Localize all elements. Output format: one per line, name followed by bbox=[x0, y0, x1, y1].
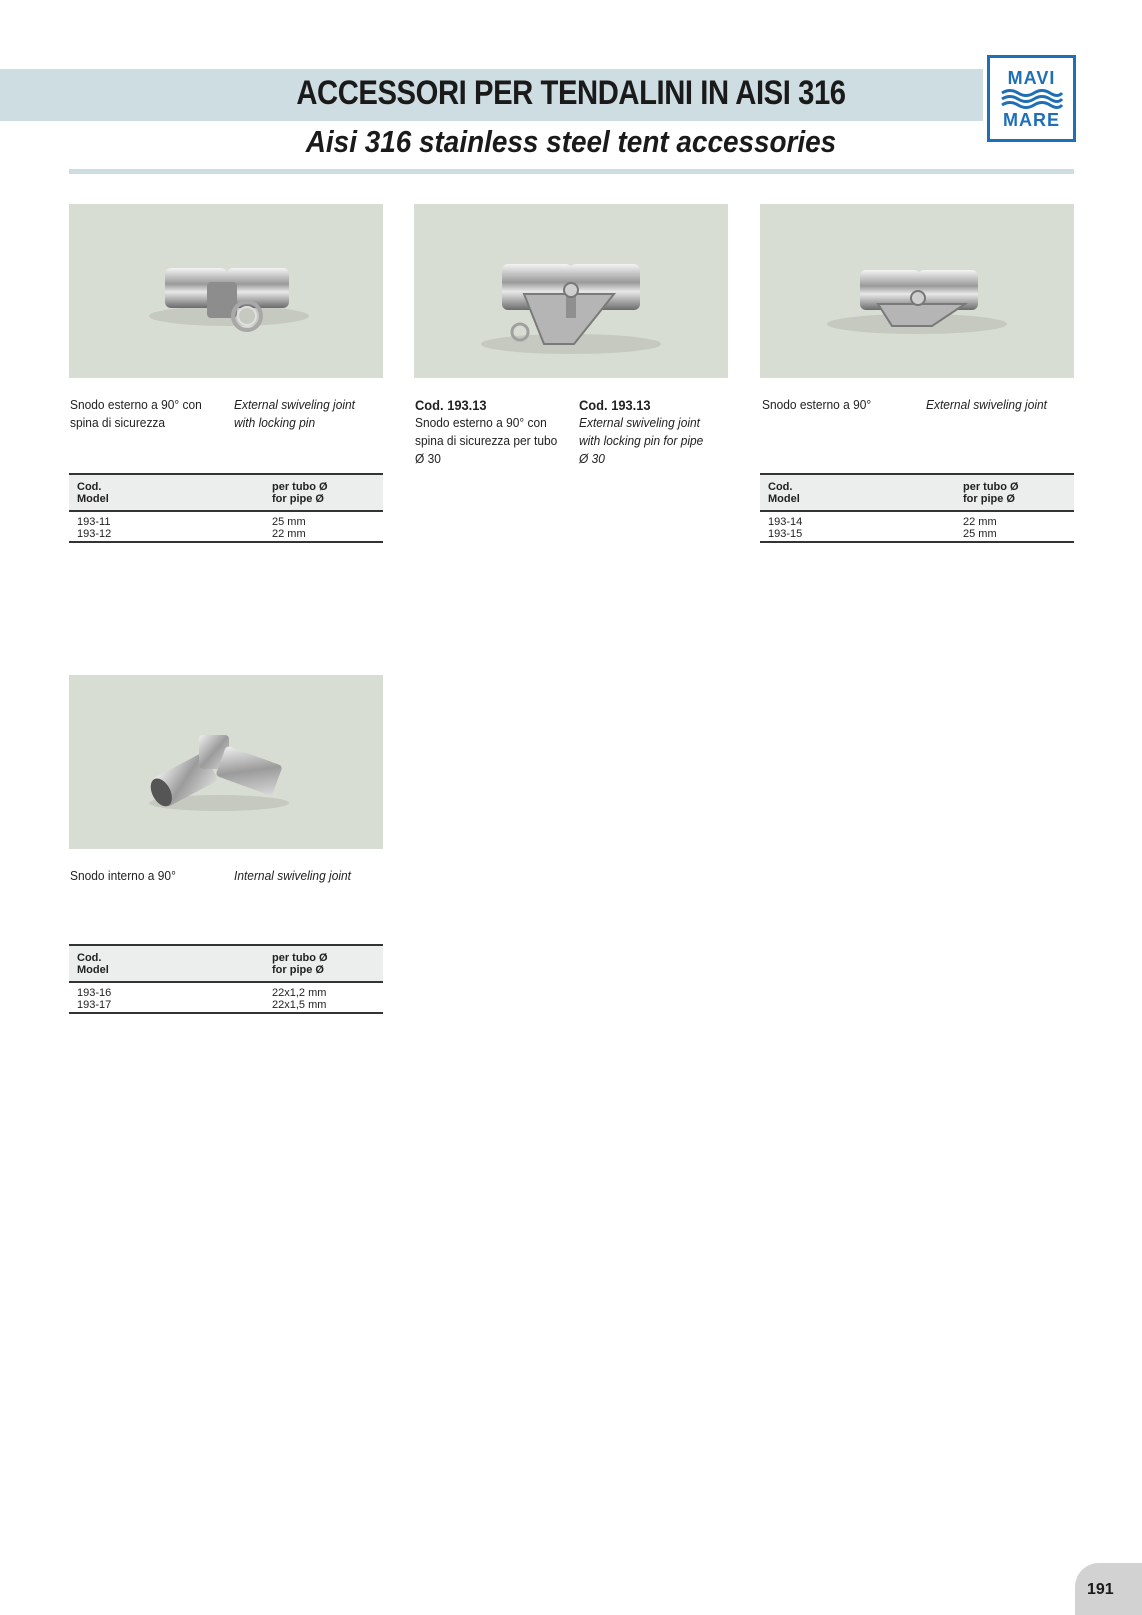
table-header bbox=[69, 946, 383, 983]
table-row: 193-14 22 mm bbox=[768, 516, 997, 528]
header-pipe: per tubo Ø for pipe Ø bbox=[272, 952, 328, 976]
product-photo-internal-joint bbox=[69, 675, 383, 849]
page-title: ACCESSORI PER TENDALINI IN AISI 316 bbox=[296, 74, 846, 112]
swivel-joint-plate-image bbox=[414, 204, 728, 378]
title-divider bbox=[69, 169, 1074, 174]
swivel-joint-image bbox=[69, 204, 383, 378]
header-pipe: per tubo Ø for pipe Ø bbox=[272, 481, 328, 505]
description-it: Snodo esterno a 90° bbox=[762, 397, 872, 412]
description-en: External swiveling joint with locking pin for pipe Ø 30 bbox=[579, 415, 704, 466]
table-row: 193-17 22x1,5 mm bbox=[77, 999, 327, 1011]
product-photo-193-13 bbox=[414, 204, 728, 378]
description-en: External swiveling joint with locking pin bbox=[234, 397, 355, 430]
description-en: External swiveling joint bbox=[926, 397, 1047, 412]
header-code: Cod. Model bbox=[77, 481, 109, 505]
description-it: Snodo interno a 90° bbox=[70, 868, 176, 883]
spec-table bbox=[760, 473, 1074, 543]
table-row: 193-12 22 mm bbox=[77, 528, 306, 540]
table-row: 193-15 25 mm bbox=[768, 528, 997, 540]
brand-logo bbox=[987, 55, 1076, 142]
spec-table bbox=[69, 473, 383, 543]
description-en: Internal swiveling joint bbox=[234, 868, 352, 883]
swivel-joint-bracket-image bbox=[760, 204, 1074, 378]
page-subtitle: Aisi 316 stainless steel tent accessories bbox=[305, 124, 837, 159]
table-row: 193-16 22x1,2 mm bbox=[77, 987, 327, 999]
header-code: Cod. Model bbox=[77, 952, 109, 976]
product-photo-external-joint bbox=[760, 204, 1074, 378]
product-photo-external-joint-pin bbox=[69, 204, 383, 378]
internal-joint-image bbox=[69, 675, 383, 849]
description-it: Snodo esterno a 90° con spina di sicurezza per tubo Ø 30 bbox=[415, 415, 558, 466]
spec-table bbox=[69, 944, 383, 1014]
table-row: 193-11 25 mm bbox=[77, 516, 306, 528]
logo-text-bottom: MARE bbox=[1003, 109, 1060, 130]
product-info-en bbox=[579, 396, 712, 468]
header-pipe: per tubo Ø for pipe Ø bbox=[963, 481, 1019, 505]
product-code: Cod. 193.13 bbox=[415, 397, 487, 413]
product-code: Cod. 193.13 bbox=[579, 397, 651, 413]
description-it: Snodo esterno a 90° con spina di sicurezza bbox=[70, 397, 202, 430]
header-code: Cod. Model bbox=[768, 481, 800, 505]
product-info-it bbox=[415, 396, 558, 468]
table-header bbox=[69, 475, 383, 512]
logo-text-top: MAVI bbox=[1007, 67, 1056, 88]
table-header bbox=[760, 475, 1074, 512]
waves-icon bbox=[1000, 88, 1064, 110]
page-number: 191 bbox=[1087, 1581, 1114, 1598]
